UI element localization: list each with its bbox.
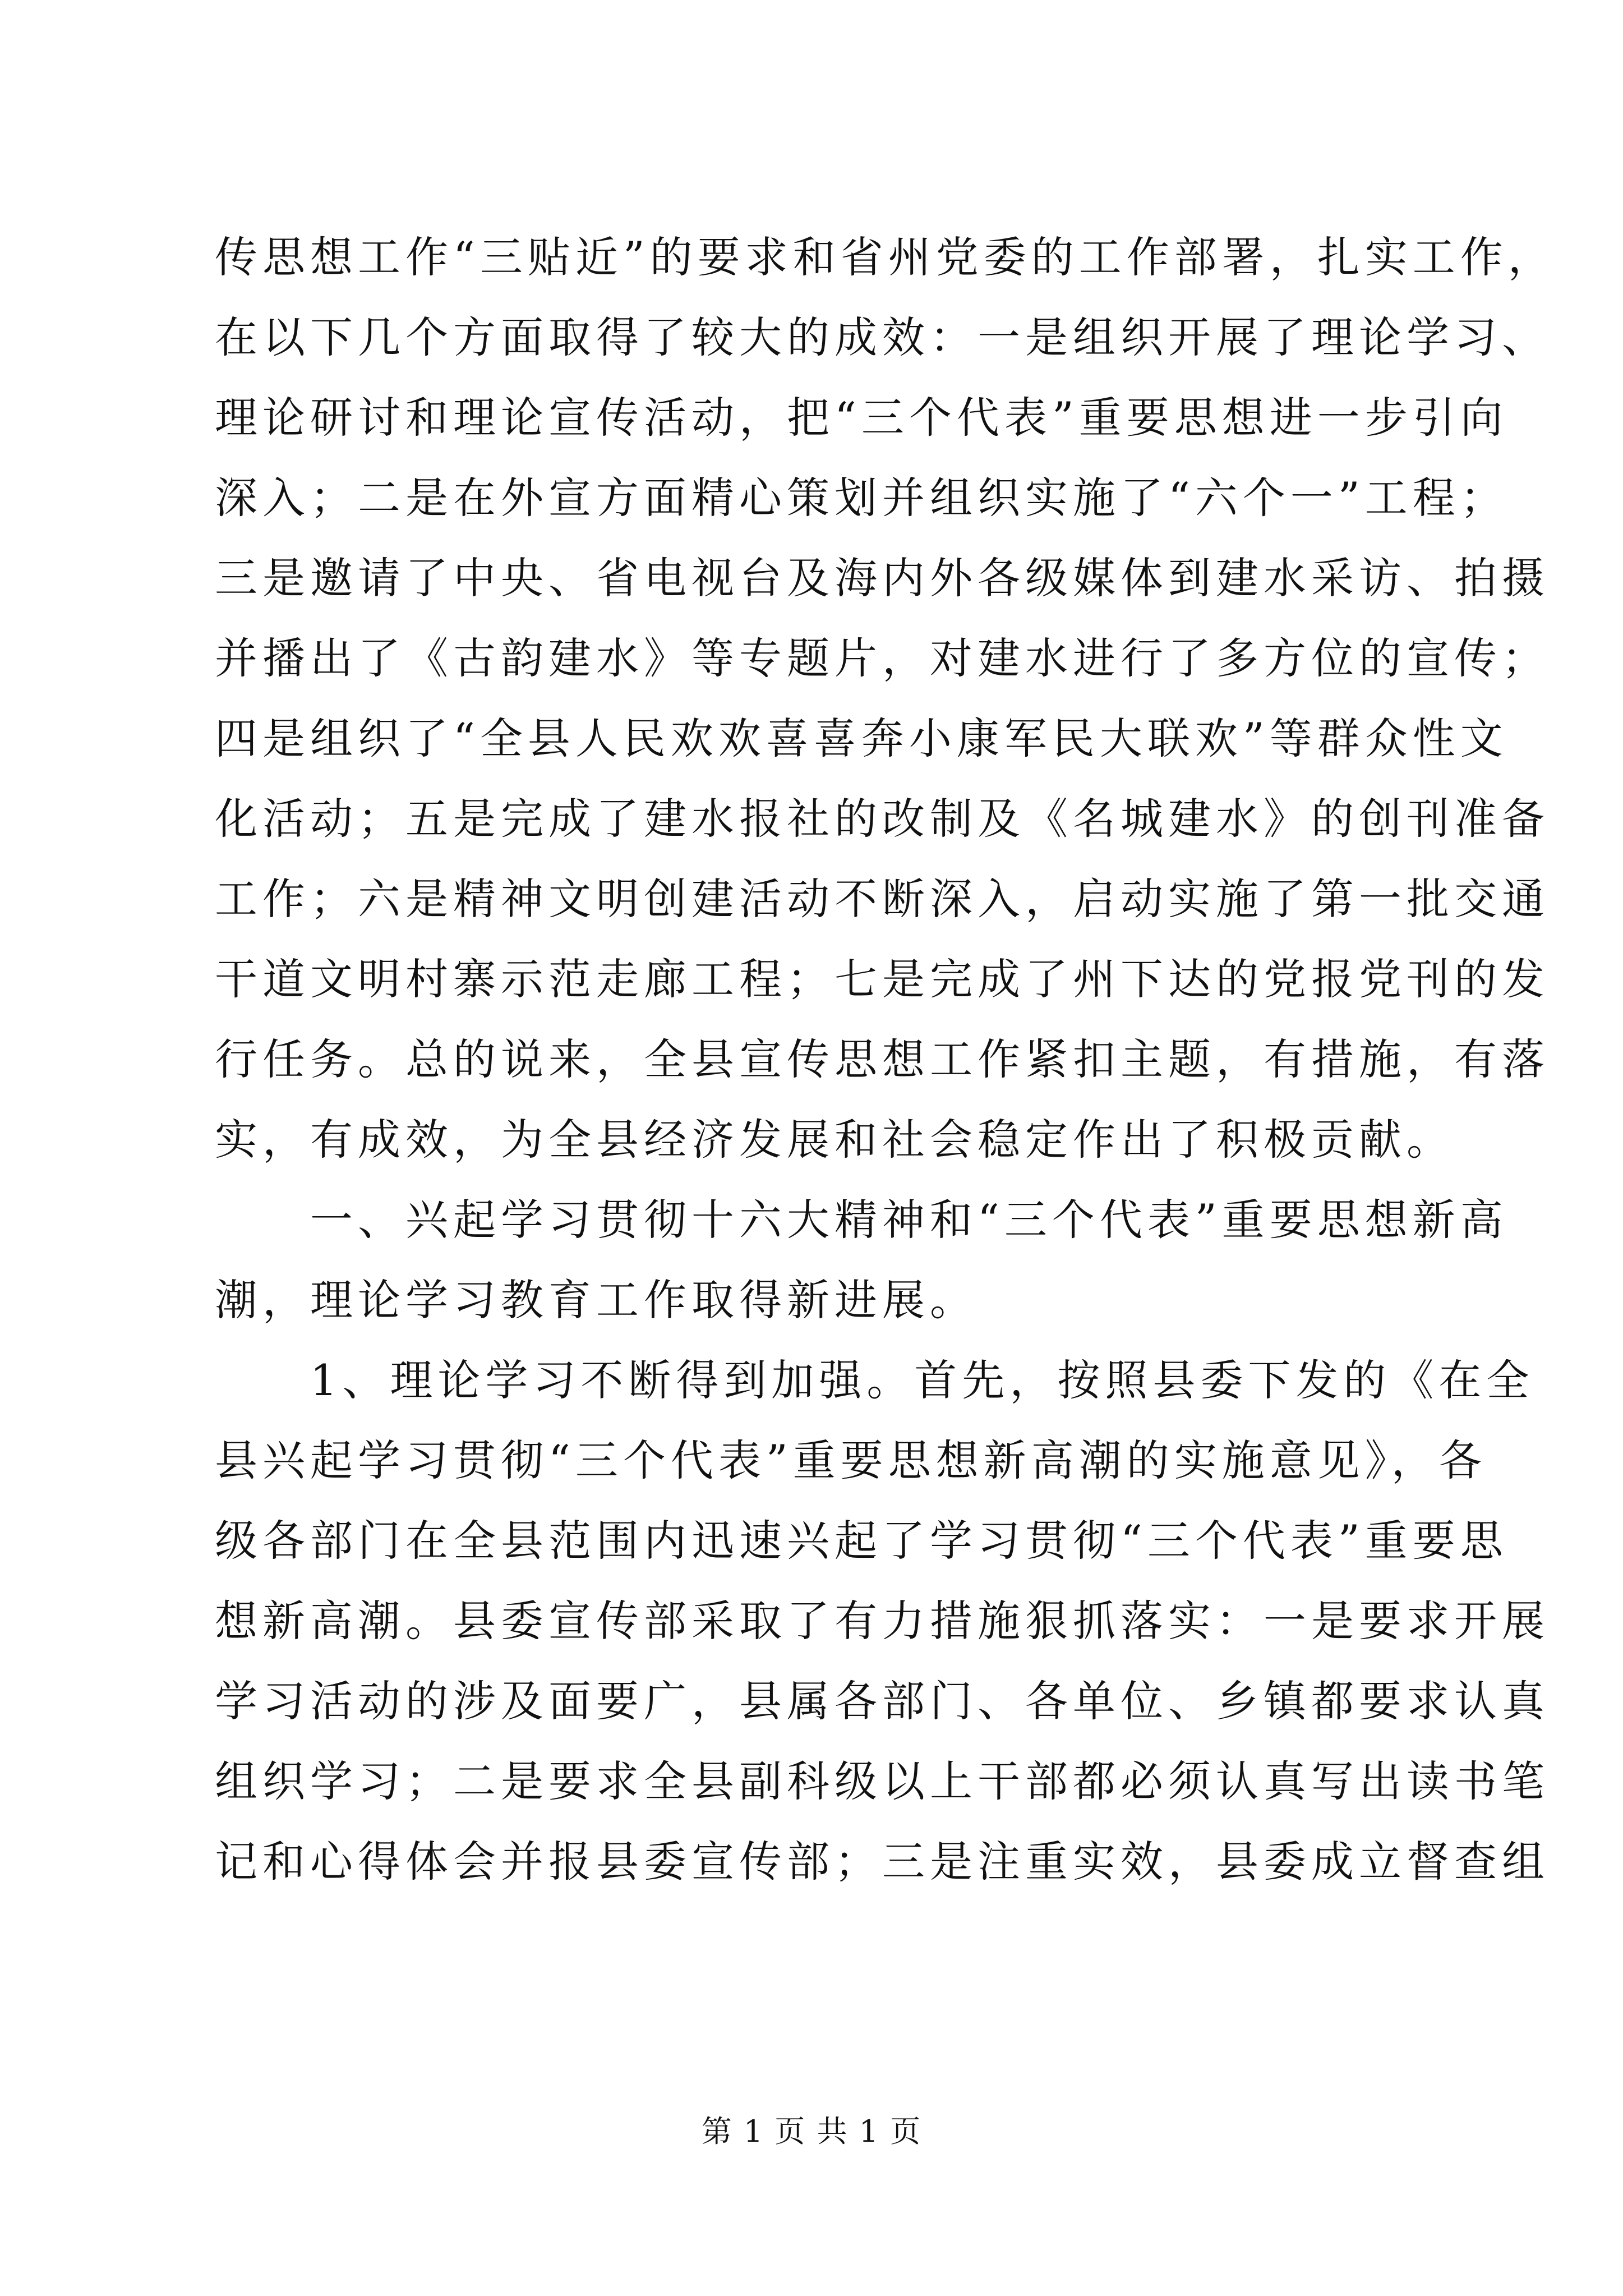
text-line: 想新高潮。县委宣传部采取了有力措施狠抓落实：一是要求开展 [215,1596,1550,1646]
text-line: 在以下几个方面取得了较大的成效：一是组织开展了理论学习、 [215,312,1550,362]
text-line: 四是组织了“全县人民欢欢喜喜奔小康军民大联欢”等群众性文 [215,714,1508,763]
text-line: 并播出了《古韵建水》等专题片，对建水进行了多方位的宣传； [215,633,1550,683]
section-heading-line: 一、兴起学习贯彻十六大精神和“三个代表”重要思想新高 [215,1195,1508,1245]
text-line: 实，有成效，为全县经济发展和社会稳定作出了积极贡献。 [215,1115,1454,1165]
document-body [215,217,1556,1902]
text-line: 三是邀请了中央、省电视台及海内外各级媒体到建水采访、拍摄 [215,553,1550,603]
text-line: 学习活动的涉及面要广，县属各部门、各单位、乡镇都要求认真 [215,1676,1550,1726]
text-line: 化活动；五是完成了建水报社的改制及《名城建水》的创刊准备 [215,794,1550,844]
text-line: 县兴起学习贯彻“三个代表”重要思想新高潮的实施意见》，各 [215,1435,1487,1485]
section-heading-line: 潮，理论学习教育工作取得新进展。 [215,1275,978,1325]
text-line: 理论研讨和理论宣传活动，把“三个代表”重要思想进一步引向 [215,393,1508,443]
text-line: 行任务。总的说来，全县宣传思想工作紧扣主题，有措施，有落 [215,1034,1550,1084]
text-line: 深入；二是在外宣方面精心策划并组织实施了“六个一”工程； [215,473,1508,523]
text-line: 记和心得体会并报县委宣传部；三是注重实效，县委成立督查组 [215,1837,1550,1887]
text-line: 干道文明村寨示范走廊工程；七是完成了州下达的党报党刊的发 [215,954,1550,1004]
page-footer: 第 1 页 共 1 页 [701,2114,922,2149]
text-line: 工作；六是精神文明创建活动不断深入，启动实施了第一批交通 [215,874,1550,924]
text-line: 传思想工作“三贴近”的要求和省州党委的工作部署，扎实工作， [215,232,1556,282]
text-line: 1、理论学习不断得到加强。首先，按照县委下发的《在全 [215,1355,1534,1405]
text-line: 组织学习；二是要求全县副科级以上干部都必须认真写出读书笔 [215,1756,1550,1806]
text-line: 级各部门在全县范围内迅速兴起了学习贯彻“三个代表”重要思 [215,1516,1508,1566]
